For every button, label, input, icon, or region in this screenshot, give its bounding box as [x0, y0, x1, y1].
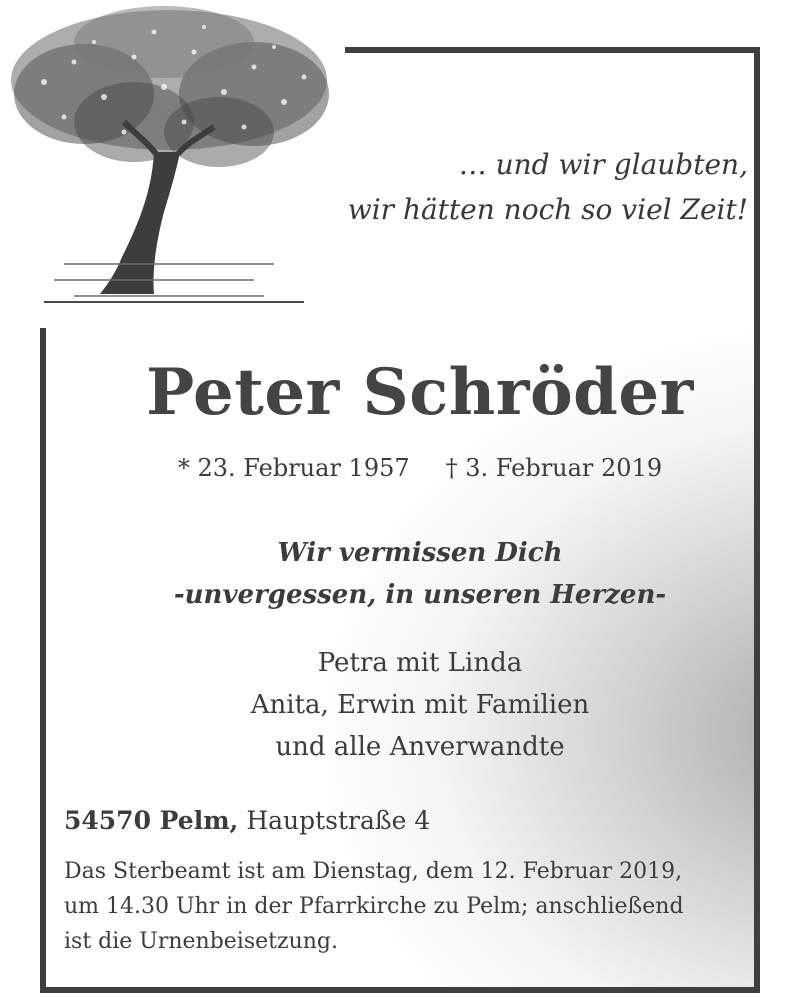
service-notice-line-3: ist die Urnenbeisetzung. [64, 929, 339, 954]
tree-illustration-icon [4, 2, 336, 314]
mourners-line-1: Petra mit Linda [317, 648, 523, 678]
remembrance-line-1: Wir vermissen Dich [277, 538, 563, 568]
mourners-line-2: Anita, Erwin mit Familien [250, 690, 590, 720]
mourners [40, 642, 800, 768]
mourners-line-3: und alle Anverwandte [275, 732, 565, 762]
birth-date: * 23. Februar 1957 [177, 454, 410, 482]
tree-box [0, 0, 345, 328]
deceased-name: Peter Schröder [146, 355, 694, 430]
address-street: Hauptstraße 4 [246, 806, 431, 835]
life-dates [40, 454, 800, 482]
remembrance-line-2: -unvergessen, in unseren Herzen- [173, 580, 667, 610]
service-notice [64, 854, 764, 959]
address-place: 54570 Pelm, [64, 806, 239, 835]
motto-line-1: … und wir glaubten, [458, 148, 748, 181]
motto-line-2: wir hätten noch so viel Zeit! [347, 193, 748, 226]
service-notice-line-2: um 14.30 Uhr in der Pfarrkirche zu Pelm; anschließend [64, 894, 684, 919]
death-date: † 3. Februar 2019 [445, 454, 663, 482]
address [64, 806, 430, 835]
service-notice-line-1: Das Sterbeamt ist am Dienstag, dem 12. Februar 2019, [64, 859, 683, 884]
motto [348, 142, 748, 232]
remembrance-message [40, 532, 800, 616]
